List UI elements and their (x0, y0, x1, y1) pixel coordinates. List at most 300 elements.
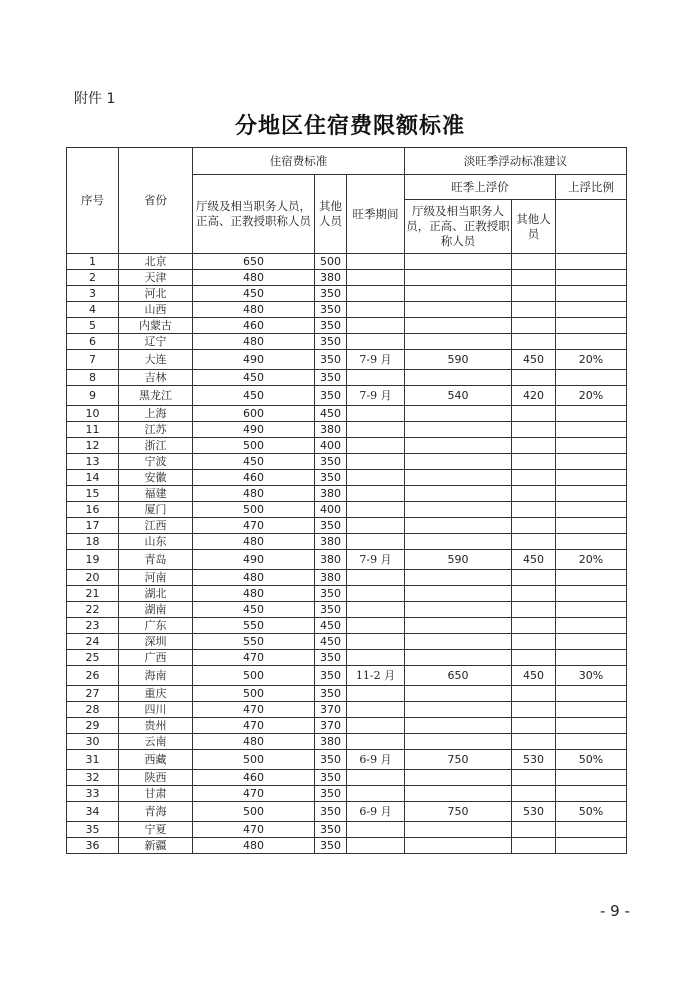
cell-peak-others: 530 (512, 750, 556, 770)
table-row (67, 386, 627, 406)
cell-ratio (556, 286, 627, 302)
cell-peak-level: 650 (405, 666, 512, 686)
cell-province: 湖北 (119, 586, 193, 602)
page-number: - 9 - (600, 902, 630, 920)
cell-peak-level (405, 334, 512, 350)
cell-province: 安徽 (119, 470, 193, 486)
table-row (67, 618, 627, 634)
cell-peak-others (512, 454, 556, 470)
cell-peak-others (512, 302, 556, 318)
cell-province: 内蒙古 (119, 318, 193, 334)
cell-peak-level (405, 422, 512, 438)
cell-peak-period (347, 438, 405, 454)
cell-others: 350 (315, 470, 347, 486)
cell-level: 550 (193, 634, 315, 650)
cell-others: 370 (315, 702, 347, 718)
cell-peak-period (347, 534, 405, 550)
cell-peak-level (405, 502, 512, 518)
cell-level: 480 (193, 270, 315, 286)
cell-peak-others (512, 422, 556, 438)
cell-seq: 29 (67, 718, 119, 734)
cell-level: 480 (193, 586, 315, 602)
cell-others: 350 (315, 286, 347, 302)
cell-peak-others (512, 470, 556, 486)
cell-others: 450 (315, 618, 347, 634)
cell-seq: 22 (67, 602, 119, 618)
cell-ratio (556, 422, 627, 438)
cell-peak-others (512, 618, 556, 634)
cell-others: 350 (315, 302, 347, 318)
cell-peak-period (347, 370, 405, 386)
cell-others: 380 (315, 534, 347, 550)
cell-peak-period (347, 770, 405, 786)
cell-peak-others (512, 686, 556, 702)
cell-others: 350 (315, 666, 347, 686)
cell-others: 350 (315, 802, 347, 822)
cell-level: 460 (193, 318, 315, 334)
cell-level: 500 (193, 750, 315, 770)
header-peak-level: 厅级及相当职务人员，正高、正教授职称人员 (405, 200, 512, 254)
cell-peak-others (512, 734, 556, 750)
cell-seq: 14 (67, 470, 119, 486)
cell-province: 北京 (119, 254, 193, 270)
table-row (67, 586, 627, 602)
table-row (67, 602, 627, 618)
table-row (67, 634, 627, 650)
table-row (67, 454, 627, 470)
table-row (67, 486, 627, 502)
cell-peak-others (512, 770, 556, 786)
cell-peak-level (405, 650, 512, 666)
cell-seq: 9 (67, 386, 119, 406)
cell-peak-period (347, 254, 405, 270)
cell-province: 吉林 (119, 370, 193, 386)
header-ratio: 上浮比例 (556, 175, 627, 200)
cell-province: 甘肃 (119, 786, 193, 802)
table-row (67, 334, 627, 350)
cell-province: 青海 (119, 802, 193, 822)
cell-seq: 18 (67, 534, 119, 550)
cell-peak-level (405, 618, 512, 634)
table-row (67, 686, 627, 702)
cell-seq: 28 (67, 702, 119, 718)
cell-peak-others (512, 270, 556, 286)
cell-others: 370 (315, 718, 347, 734)
cell-level: 500 (193, 802, 315, 822)
cell-peak-others (512, 602, 556, 618)
cell-peak-others (512, 334, 556, 350)
cell-peak-level (405, 770, 512, 786)
cell-peak-period: 6-9 月 (347, 802, 405, 822)
cell-province: 天津 (119, 270, 193, 286)
cell-peak-others (512, 286, 556, 302)
cell-seq: 27 (67, 686, 119, 702)
cell-seq: 12 (67, 438, 119, 454)
cell-level: 650 (193, 254, 315, 270)
cell-others: 380 (315, 486, 347, 502)
cell-ratio (556, 786, 627, 802)
cell-level: 480 (193, 486, 315, 502)
cell-peak-others (512, 370, 556, 386)
cell-level: 460 (193, 770, 315, 786)
header-ratio-spacer (556, 200, 627, 254)
header-peak-price-group: 旺季上浮价 (405, 175, 556, 200)
cell-level: 450 (193, 386, 315, 406)
attachment-label: 附件 1 (74, 91, 116, 107)
cell-ratio: 20% (556, 550, 627, 570)
cell-ratio: 50% (556, 802, 627, 822)
cell-peak-level (405, 370, 512, 386)
cell-others: 350 (315, 822, 347, 838)
cell-others: 350 (315, 686, 347, 702)
cell-level: 490 (193, 422, 315, 438)
cell-ratio (556, 254, 627, 270)
cell-peak-level (405, 406, 512, 422)
table-row (67, 786, 627, 802)
cell-province: 山西 (119, 302, 193, 318)
cell-ratio (556, 570, 627, 586)
cell-peak-period (347, 422, 405, 438)
header-others: 其他人员 (315, 175, 347, 254)
cell-others: 380 (315, 270, 347, 286)
cell-seq: 2 (67, 270, 119, 286)
cell-peak-period (347, 518, 405, 534)
lodging-standard-table (66, 147, 627, 854)
cell-level: 480 (193, 302, 315, 318)
cell-peak-period (347, 286, 405, 302)
page-title: 分地区住宿费限额标准 (234, 113, 465, 139)
cell-peak-others (512, 254, 556, 270)
table-row (67, 550, 627, 570)
header-standard-group: 住宿费标准 (193, 148, 405, 175)
cell-peak-period (347, 302, 405, 318)
cell-ratio (556, 686, 627, 702)
cell-seq: 8 (67, 370, 119, 386)
cell-peak-level: 750 (405, 750, 512, 770)
cell-level: 480 (193, 534, 315, 550)
cell-peak-period (347, 406, 405, 422)
cell-seq: 3 (67, 286, 119, 302)
cell-peak-level (405, 286, 512, 302)
header-float-group: 淡旺季浮动标准建议 (405, 148, 627, 175)
cell-province: 青岛 (119, 550, 193, 570)
cell-province: 山东 (119, 534, 193, 550)
cell-peak-others (512, 634, 556, 650)
cell-seq: 17 (67, 518, 119, 534)
cell-province: 江西 (119, 518, 193, 534)
cell-others: 350 (315, 602, 347, 618)
cell-level: 450 (193, 454, 315, 470)
cell-ratio (556, 406, 627, 422)
table-row (67, 438, 627, 454)
cell-peak-others (512, 702, 556, 718)
cell-peak-level (405, 454, 512, 470)
cell-ratio (556, 586, 627, 602)
cell-seq: 7 (67, 350, 119, 370)
cell-peak-level (405, 602, 512, 618)
cell-seq: 26 (67, 666, 119, 686)
cell-peak-level (405, 438, 512, 454)
table-row (67, 370, 627, 386)
cell-peak-period (347, 718, 405, 734)
cell-province: 江苏 (119, 422, 193, 438)
cell-ratio (556, 634, 627, 650)
cell-seq: 24 (67, 634, 119, 650)
cell-level: 470 (193, 822, 315, 838)
cell-level: 470 (193, 518, 315, 534)
cell-peak-period (347, 634, 405, 650)
header-province: 省份 (119, 148, 193, 254)
table-row (67, 838, 627, 854)
table-row (67, 534, 627, 550)
cell-province: 河南 (119, 570, 193, 586)
cell-peak-others: 450 (512, 550, 556, 570)
cell-others: 350 (315, 650, 347, 666)
table-row (67, 650, 627, 666)
cell-seq: 36 (67, 838, 119, 854)
cell-peak-others (512, 718, 556, 734)
cell-others: 350 (315, 518, 347, 534)
cell-ratio (556, 270, 627, 286)
cell-province: 河北 (119, 286, 193, 302)
cell-level: 450 (193, 370, 315, 386)
table-row (67, 518, 627, 534)
table-row (67, 718, 627, 734)
cell-others: 380 (315, 422, 347, 438)
cell-others: 350 (315, 318, 347, 334)
cell-level: 600 (193, 406, 315, 422)
cell-peak-period (347, 334, 405, 350)
cell-ratio (556, 650, 627, 666)
cell-peak-level (405, 634, 512, 650)
cell-seq: 25 (67, 650, 119, 666)
table-row (67, 702, 627, 718)
table-row (67, 470, 627, 486)
cell-level: 490 (193, 350, 315, 370)
cell-seq: 35 (67, 822, 119, 838)
cell-others: 350 (315, 454, 347, 470)
cell-peak-period (347, 586, 405, 602)
cell-ratio (556, 486, 627, 502)
cell-seq: 20 (67, 570, 119, 586)
cell-peak-period (347, 570, 405, 586)
table-row (67, 734, 627, 750)
cell-peak-period (347, 270, 405, 286)
cell-province: 深圳 (119, 634, 193, 650)
cell-level: 490 (193, 550, 315, 570)
cell-province: 西藏 (119, 750, 193, 770)
cell-peak-others: 450 (512, 666, 556, 686)
cell-ratio (556, 370, 627, 386)
cell-peak-others: 530 (512, 802, 556, 822)
cell-level: 500 (193, 438, 315, 454)
cell-others: 350 (315, 370, 347, 386)
cell-others: 450 (315, 634, 347, 650)
table-row (67, 350, 627, 370)
cell-others: 350 (315, 386, 347, 406)
table-row (67, 822, 627, 838)
cell-peak-level (405, 734, 512, 750)
cell-peak-others (512, 838, 556, 854)
cell-others: 350 (315, 750, 347, 770)
cell-peak-level (405, 318, 512, 334)
cell-province: 广东 (119, 618, 193, 634)
cell-peak-period (347, 602, 405, 618)
cell-level: 470 (193, 650, 315, 666)
cell-ratio: 20% (556, 350, 627, 370)
cell-seq: 32 (67, 770, 119, 786)
cell-others: 350 (315, 786, 347, 802)
cell-others: 380 (315, 734, 347, 750)
cell-ratio (556, 334, 627, 350)
cell-peak-level: 540 (405, 386, 512, 406)
cell-province: 四川 (119, 702, 193, 718)
cell-peak-level (405, 486, 512, 502)
cell-province: 海南 (119, 666, 193, 686)
cell-province: 宁夏 (119, 822, 193, 838)
cell-ratio (556, 502, 627, 518)
cell-peak-period (347, 502, 405, 518)
cell-seq: 1 (67, 254, 119, 270)
cell-peak-others (512, 650, 556, 666)
cell-province: 湖南 (119, 602, 193, 618)
table-body (67, 254, 627, 854)
header-level: 厅级及相当职务人员，正高、正教授职称人员 (193, 175, 315, 254)
cell-ratio (556, 454, 627, 470)
cell-peak-period: 7-9 月 (347, 550, 405, 570)
cell-seq: 4 (67, 302, 119, 318)
cell-ratio (556, 470, 627, 486)
cell-province: 重庆 (119, 686, 193, 702)
cell-province: 厦门 (119, 502, 193, 518)
cell-others: 350 (315, 350, 347, 370)
cell-peak-period (347, 838, 405, 854)
table-row (67, 422, 627, 438)
cell-ratio (556, 822, 627, 838)
cell-level: 500 (193, 502, 315, 518)
cell-peak-others (512, 502, 556, 518)
cell-province: 福建 (119, 486, 193, 502)
cell-level: 480 (193, 734, 315, 750)
cell-ratio (556, 518, 627, 534)
cell-peak-level (405, 302, 512, 318)
table-row (67, 750, 627, 770)
cell-peak-others (512, 534, 556, 550)
cell-peak-period (347, 702, 405, 718)
cell-peak-level (405, 518, 512, 534)
cell-peak-others (512, 822, 556, 838)
cell-peak-period (347, 454, 405, 470)
cell-peak-level (405, 822, 512, 838)
cell-peak-others (512, 438, 556, 454)
cell-ratio (556, 838, 627, 854)
cell-ratio (556, 770, 627, 786)
cell-peak-level (405, 838, 512, 854)
cell-ratio (556, 318, 627, 334)
table-row (67, 302, 627, 318)
cell-level: 470 (193, 786, 315, 802)
table-row (67, 254, 627, 270)
table-row (67, 802, 627, 822)
cell-ratio (556, 702, 627, 718)
cell-level: 460 (193, 470, 315, 486)
cell-ratio (556, 438, 627, 454)
cell-province: 陕西 (119, 770, 193, 786)
cell-peak-period (347, 618, 405, 634)
cell-seq: 16 (67, 502, 119, 518)
cell-peak-level (405, 534, 512, 550)
cell-seq: 34 (67, 802, 119, 822)
cell-peak-others: 450 (512, 350, 556, 370)
cell-province: 宁波 (119, 454, 193, 470)
cell-peak-others (512, 406, 556, 422)
cell-peak-level (405, 718, 512, 734)
cell-seq: 10 (67, 406, 119, 422)
cell-province: 贵州 (119, 718, 193, 734)
table-row (67, 270, 627, 286)
cell-seq: 33 (67, 786, 119, 802)
cell-ratio: 20% (556, 386, 627, 406)
cell-level: 480 (193, 838, 315, 854)
cell-seq: 19 (67, 550, 119, 570)
cell-seq: 23 (67, 618, 119, 634)
cell-level: 470 (193, 702, 315, 718)
table-row (67, 570, 627, 586)
cell-peak-period (347, 786, 405, 802)
cell-others: 450 (315, 406, 347, 422)
cell-province: 新疆 (119, 838, 193, 854)
cell-level: 450 (193, 602, 315, 618)
cell-peak-others (512, 486, 556, 502)
cell-others: 380 (315, 550, 347, 570)
cell-ratio (556, 602, 627, 618)
cell-ratio: 50% (556, 750, 627, 770)
cell-peak-level (405, 254, 512, 270)
cell-level: 470 (193, 718, 315, 734)
cell-seq: 21 (67, 586, 119, 602)
cell-peak-period (347, 734, 405, 750)
cell-peak-period (347, 686, 405, 702)
cell-peak-others (512, 586, 556, 602)
cell-province: 云南 (119, 734, 193, 750)
cell-province: 浙江 (119, 438, 193, 454)
cell-peak-others (512, 318, 556, 334)
cell-level: 480 (193, 334, 315, 350)
cell-seq: 6 (67, 334, 119, 350)
cell-peak-level (405, 470, 512, 486)
cell-others: 350 (315, 838, 347, 854)
cell-ratio (556, 618, 627, 634)
cell-level: 550 (193, 618, 315, 634)
table-row (67, 406, 627, 422)
cell-others: 350 (315, 334, 347, 350)
cell-peak-level: 590 (405, 350, 512, 370)
cell-level: 480 (193, 570, 315, 586)
cell-province: 大连 (119, 350, 193, 370)
cell-peak-level (405, 702, 512, 718)
cell-peak-others (512, 518, 556, 534)
cell-peak-others (512, 570, 556, 586)
header-seq: 序号 (67, 148, 119, 254)
cell-province: 上海 (119, 406, 193, 422)
cell-peak-period: 7-9 月 (347, 386, 405, 406)
cell-others: 350 (315, 770, 347, 786)
table-row (67, 318, 627, 334)
cell-seq: 13 (67, 454, 119, 470)
header-peak-period: 旺季期间 (347, 175, 405, 254)
cell-level: 450 (193, 286, 315, 302)
cell-peak-period: 6-9 月 (347, 750, 405, 770)
